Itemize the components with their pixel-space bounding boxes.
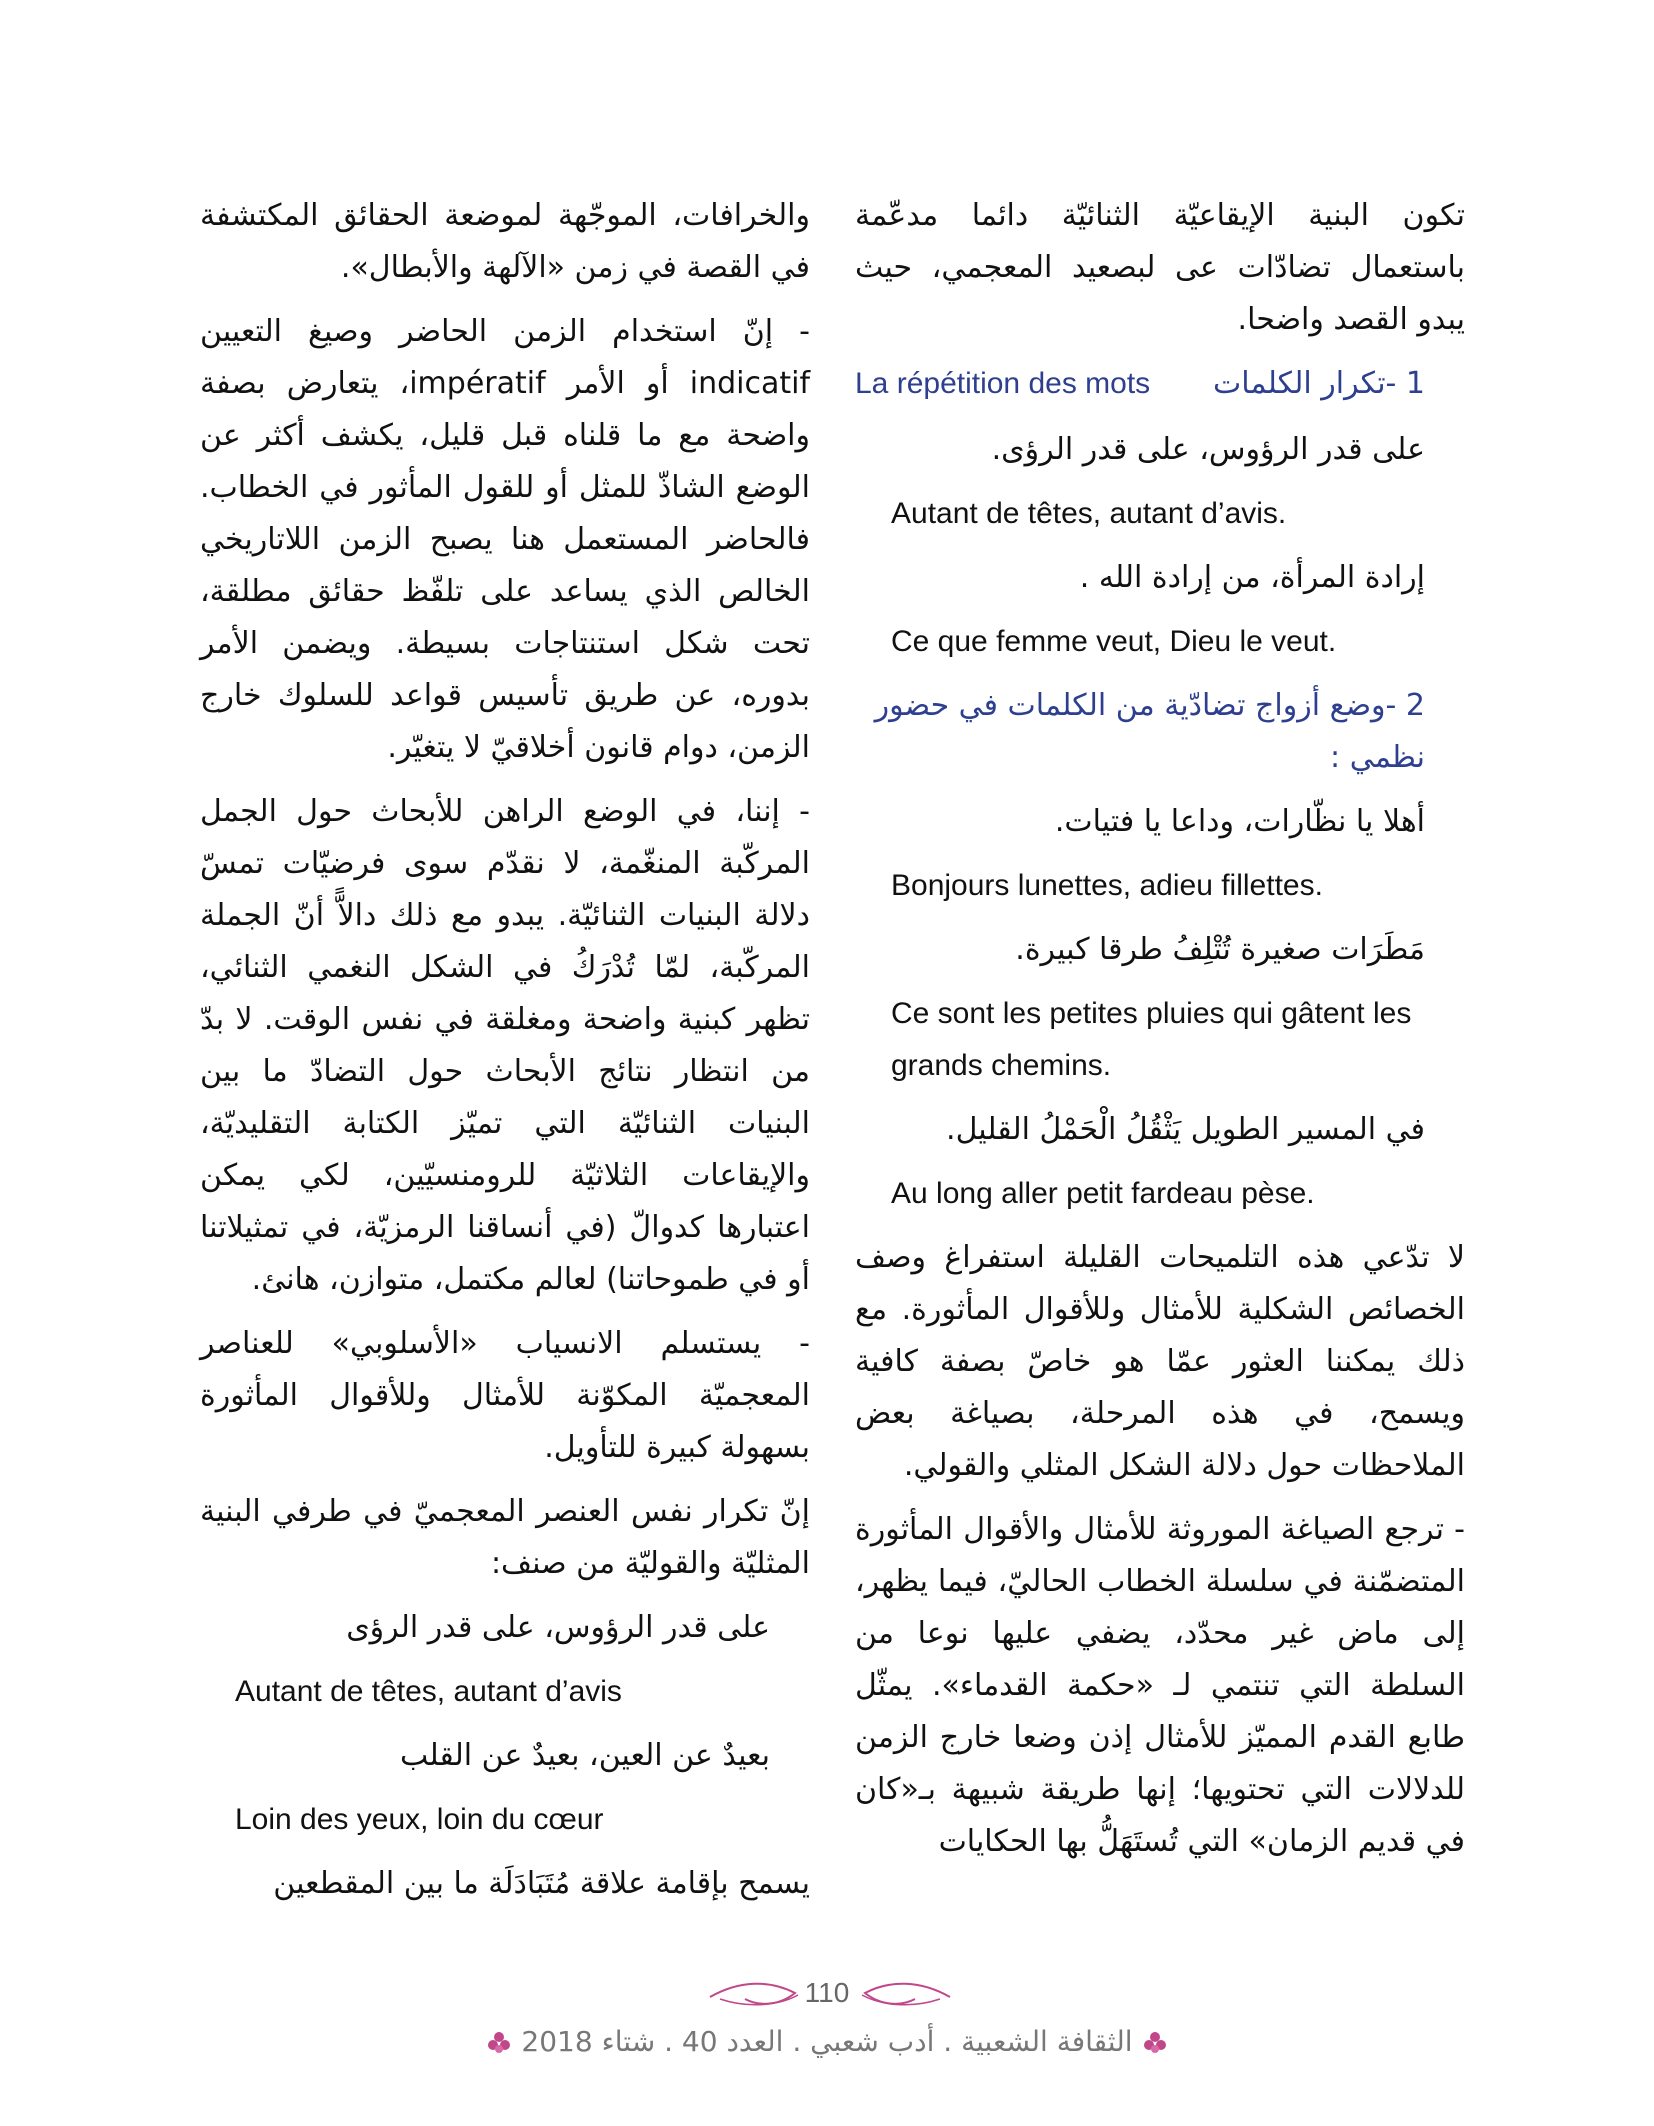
footer-text: الثقافة الشعبية . أدب شعبي . العدد 40 . شتاء 2018 xyxy=(521,2025,1133,2058)
heading-french: La répétition des mots xyxy=(855,367,1151,400)
proverb-arabic: أهلا يا نظّارات، وداعا يا فتيات. xyxy=(1054,804,1425,839)
paragraph: - ترجع الصياغة الموروثة للأمثال والأقوال المأثورة المتضمّنة في سلسلة الخطاب الحاليّ، فيما يظهر، إلى ماض غير محدّد، يضفي عليها نوعا من السلطة التي تنتمي لـ «حكمة القدماء». يمثّل طابع القدم المميّز للأمثال إذن وضعا خارج الزمن للدلالات التي تحتويها؛ إنها طريقة شبيهة بـ«كان في قديم الزمان» التي تُستَهَلُّ بها الحكايات xyxy=(855,1512,1465,1859)
proverb-french: Autant de têtes, autant d’avis. xyxy=(891,497,1287,530)
proverb-french: Ce que femme veut, Dieu le veut. xyxy=(891,625,1337,658)
paragraph: - يستسلم الانسياب «الأسلوبي» للعناصر المعجميّة المكوّنة للأمثال وللأقوال المأثورة بسهولة كبيرة للتأويل. xyxy=(200,1326,810,1465)
paragraph: يسمح بإقامة علاقة مُتَبَادَلَة ما بين المقطعين xyxy=(273,1866,810,1901)
paragraph: - إننا، في الوضع الراهن للأبحاث حول الجمل المركّبة المنغّمة، لا نقدّم سوى فرضيّات تمسّ دلالة البنيات الثنائيّة. يبدو مع ذلك دالاًّ أنّ الجملة المركّبة، لمّا تُدْرَكُ في الشكل النغمي الثنائي، تظهر كبنية واضحة ومغلقة في نفس الوقت. لا بدّ من انتظار نتائج الأبحاث حول التضادّ ما بين البنيات الثنائيّة التي تميّز الكتابة التقليديّة، والإيقاعات الثلاثيّة للرومنسيّين، لكي يمكن اعتبارها كدوالّ (في أنساقنا الرمزيّة، في تمثيلاتنا أو في طموحاتنا) لعالم مكتمل، متوازن، هانئ. xyxy=(200,794,810,1297)
proverb-french: Au long aller petit fardeau pèse. xyxy=(891,1177,1315,1210)
paragraph: تكون البنية الإيقاعيّة الثنائيّة دائما مدعّمة باستعمال تضادّات عى لبصعيد المعجمي، حيث يبدو القصد واضحا. xyxy=(855,198,1465,337)
paragraph: - إنّ استخدام الزمن الحاضر وصيغ التعيين indicatif أو الأمر impératif، يتعارض بصفة واضحة مع ما قلناه قبل قليل، يكشف أكثر عن الوضع الشاذّ للمثل أو للقول المأثور في الخطاب. فالحاضر المستعمل هنا يصبح الزمن اللاتاريخي الخالص الذي يساعد على تلفّظ حقائق مطلقة، تحت شكل استنتاجات بسيطة. ويضمن الأمر بدوره، عن طريق تأسيس قواعد للسلوك خارج الزمن، دوام قانون أخلاقيّ لا يتغيّر. xyxy=(200,314,811,765)
proverb-french: Loin des yeux, loin du cœur xyxy=(235,1803,604,1836)
proverb-french: Ce sont les petites pluies qui gâtent les grands chemins. xyxy=(891,997,1412,1082)
left-column xyxy=(200,190,810,1922)
proverb-french: Autant de têtes, autant d’avis xyxy=(235,1675,622,1708)
paragraph: لا تدّعي هذه التلميحات القليلة استفراغ وصف الخصائص الشكلية للأمثال وللأقوال المأثورة. مع ذلك يمكننا العثور عمّا هو خاصّ بصفة كافية ويسمح، في هذه المرحلة، بصياغة بعض الملاحظات حول دلالة الشكل المثلي والقولي. xyxy=(855,1240,1465,1483)
proverb-arabic: إرادة المرأة، من إرادة الله . xyxy=(1079,560,1425,595)
proverb-french: Bonjours lunettes, adieu fillettes. xyxy=(891,869,1323,902)
flower-icon xyxy=(1141,2029,1169,2057)
section-heading-2: 2 -وضع أزواج تضادّية من الكلمات في حضور نظمي : xyxy=(874,688,1425,775)
footer-caption xyxy=(0,2025,1654,2058)
proverb-arabic: على قدر الرؤوس، على قدر الرؤى xyxy=(346,1610,770,1645)
section-heading-1 xyxy=(855,358,1465,410)
paragraph: والخرافات، الموجّهة لموضعة الحقائق المكتشفة في القصة في زمن «الآلهة والأبطال». xyxy=(200,198,810,285)
proverb-arabic: بعيدٌ عن العين، بعيدٌ عن القلب xyxy=(400,1738,770,1773)
page-footer xyxy=(0,1975,1654,2085)
proverb-arabic: على قدر الرؤوس، على قدر الرؤى. xyxy=(991,432,1425,467)
flower-icon xyxy=(485,2029,513,2057)
page-number: 110 xyxy=(804,1977,850,2008)
paragraph: إنّ تكرار نفس العنصر المعجميّ في طرفي البنية المثليّة والقوليّة من صنف: xyxy=(200,1494,810,1581)
heading-arabic: 1 -تكرار الكلمات xyxy=(1213,366,1425,401)
proverb-arabic: مَطَرَات صغيرة تُتْلِفُ طرقا كبيرة. xyxy=(1015,932,1425,967)
right-column xyxy=(855,190,1465,1880)
proverb-arabic: في المسير الطويل يَثْقُلُ الْحَمْلُ القليل. xyxy=(946,1112,1425,1147)
